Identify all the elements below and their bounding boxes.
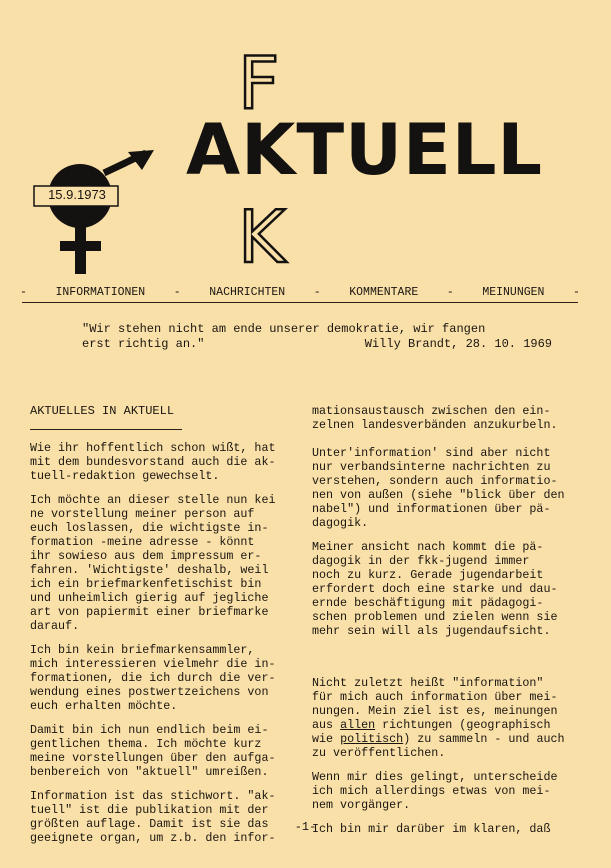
topic-dash: - [173,286,181,299]
heading-underline [30,429,182,430]
paragraph: Meiner ansicht nach kommt die pä- dagogik in der fkk-jugend immer noch zu kurz. Gerade jugendarbeit erfordert doch eine starke und dau- ernde beschäftigung mit pädagogi- schen problemen und zielen wenn sie mehr sein will als jugendaufsicht. [312,540,558,638]
topic-dash: - [446,286,454,299]
paragraph: Unter'information' sind aber nicht nur verbandsinterne nachrichten zu verstehen, sondern auch informatio- nen von außen (siehe "blick über den nabel") und informationen über pä- dagogik. [312,446,565,530]
underlined-word: politisch [340,732,404,746]
article-right-column [312,404,592,846]
topic-dash: - [573,286,580,299]
logo-cross-horizontal [60,241,101,251]
paragraph: Ich möchte an dieser stelle nun kei ne vorstellung meiner person auf euch loslassen, die wichtigste in- formation -meine adresse - könnt ihr sowieso aus dem impressum er- fahren. 'Wichtigste' deshalb, weil ich ein briefmarkenfetischist bin und unheimlich gierig auf jegliche art von papiermit einer briefmarke darauf. [30,493,276,633]
paragraph: Wie ihr hoffentlich schon wißt, hat mit dem bundesvorstand auch die ak- tuell-redaktion gewechselt. [30,441,276,483]
topic-dash: - [20,286,27,299]
issue-date: 15.9.1973 [48,187,106,202]
topic-divider [22,302,578,303]
underlined-word: allen [340,718,376,732]
topic-informationen: INFORMATIONEN [55,286,146,299]
paragraph: mationsaustausch zwischen den ein- zelnen landesverbänden anzukurbeln. [312,404,558,432]
text-run: richtungen (geographisch wie [312,718,551,746]
quote-attribution: Willy Brandt, 28. 10. 1969 [364,337,552,351]
section-heading: AKTUELLES IN AKTUELL [30,404,175,418]
masthead-title: AKTUELL [186,109,544,191]
text-run: ) zu sammeln - und auch zu veröffentlichen. [312,732,565,760]
quote-line-1: "Wir stehen nicht am ende unserer demokratie, wir fangen [82,322,486,336]
topic-dash: - [313,286,321,299]
topic-bar [20,286,580,300]
text-run: Nicht zuletzt heißt "information" für mich auch information über mei- nungen. Mein ziel ist es, meinungen aus [312,676,558,732]
topic-nachrichten: NACHRICHTEN [209,286,286,299]
topic-kommentare: KOMMENTARE [349,286,419,299]
letter-k: K [238,195,286,270]
fkk-vertical-letters [234,40,304,270]
quote-block [82,322,552,352]
paragraph: Information ist das stichwort. "ak- tuell" ist die publikation mit der größten auflage. Damit ist sie das geeignete organ, um z.b. den infor- [30,789,276,845]
page-number: -1- [294,820,317,834]
topic-meinungen: MEINUNGEN [482,286,545,299]
paragraph: Ich bin kein briefmarkensammler, mich interessieren vielmehr die in- formationen, die ich durch die ver- wendung eines postwertzeichens von euch erhalten möchte. [30,643,276,713]
quote-line-2: erst richtig an." [82,337,205,351]
paragraph: Wenn mir dies gelingt, unterscheide ich mich allerdings etwas von mei- nem vorgänger. [312,770,558,812]
paragraph-meinungen [312,676,592,760]
logo-gender-symbol [28,148,168,278]
article-left-column [30,404,298,855]
letter-f: F [238,41,280,125]
paragraph: Ich bin mir darüber im klaren, daß [312,822,551,836]
paragraph: Damit bin ich nun endlich beim ei- gentlichen thema. Ich möchte kurz meine vorstellungen über den aufga- benbereich von "aktuell" umreißen. [30,723,276,779]
